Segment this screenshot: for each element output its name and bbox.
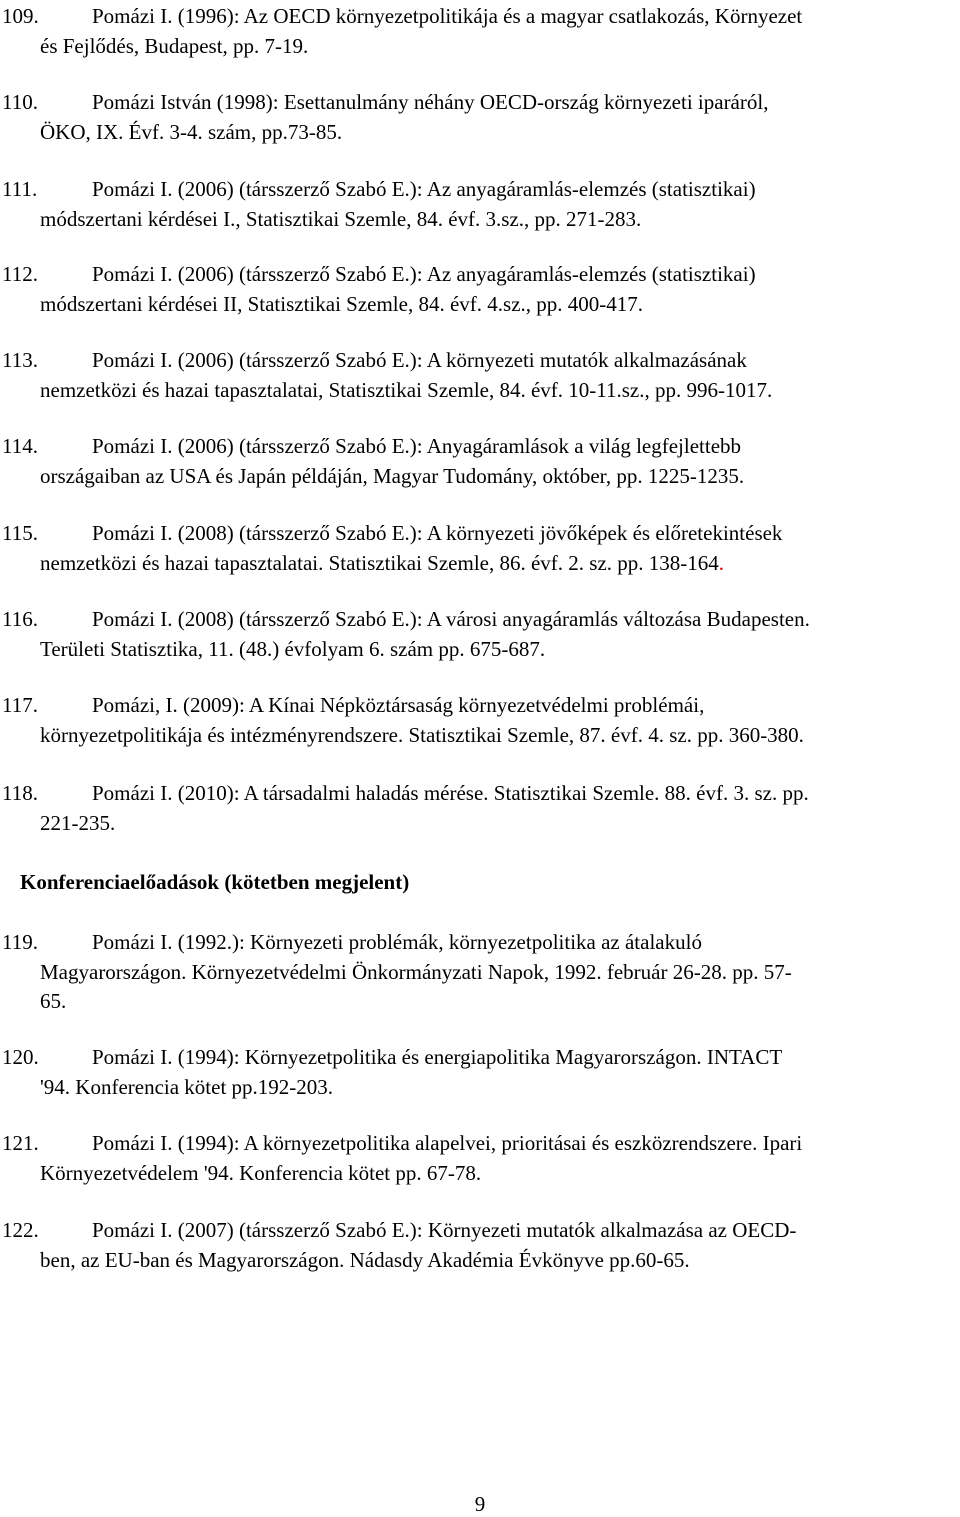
reference-number: 113. bbox=[2, 348, 38, 372]
reference-entry bbox=[0, 346, 960, 405]
reference-text-line: ben, az EU-ban és Magyarországon. Nádasdy Akadémia Évkönyve pp.60-65. bbox=[40, 1247, 690, 1272]
reference-text-line: Pomázi I. (2006) (társszerző Szabó E.): Az anyagáramlás-elemzés (statisztikai) bbox=[92, 262, 756, 286]
reference-text-line: országaiban az USA és Japán példáján, Magyar Tudomány, október, pp. 1225-1235. bbox=[40, 463, 745, 488]
reference-text-line: 221-235. bbox=[40, 810, 116, 835]
reference-text-line: Pomázi I. (1994): Környezetpolitika és energiapolitika Magyarországon. INTACT bbox=[92, 1045, 783, 1069]
reference-text-line: és Fejlődés, Budapest, pp. 7-19. bbox=[40, 33, 309, 58]
reference-text-line: módszertani kérdései I., Statisztikai Szemle, 84. évf. 3.sz., pp. 271-283. bbox=[40, 206, 642, 231]
reference-number: 115. bbox=[2, 521, 38, 545]
reference-number: 119. bbox=[2, 930, 38, 954]
reference-text-line: nemzetközi és hazai tapasztalatai. Statisztikai Szemle, 86. évf. 2. sz. pp. 138-164. bbox=[40, 550, 725, 575]
reference-entry bbox=[0, 432, 960, 491]
reference-number: 116. bbox=[2, 607, 38, 631]
reference-entry bbox=[0, 605, 960, 664]
reference-entry bbox=[0, 928, 960, 1017]
reference-text-line: Pomázi I. (2007) (társszerző Szabó E.): Környezeti mutatók alkalmazása az OECD- bbox=[92, 1218, 797, 1242]
reference-number: 120. bbox=[2, 1045, 39, 1069]
reference-text-line: 65. bbox=[40, 989, 67, 1013]
reference-text-line: '94. Konferencia kötet pp.192-203. bbox=[40, 1074, 334, 1099]
reference-entry bbox=[0, 88, 960, 147]
reference-text-line: módszertani kérdései II, Statisztikai Szemle, 84. évf. 4.sz., pp. 400-417. bbox=[40, 291, 644, 316]
reference-text-line: nemzetközi és hazai tapasztalatai, Statisztikai Szemle, 84. évf. 10-11.sz., pp. 996-1017. bbox=[40, 377, 773, 402]
reference-number: 111. bbox=[2, 177, 38, 201]
reference-entry bbox=[0, 691, 960, 750]
reference-text-line: Magyarországon. Környezetvédelmi Önkormányzati Napok, 1992. február 26-28. pp. 57- bbox=[40, 959, 792, 984]
reference-entry bbox=[0, 519, 960, 578]
reference-entry bbox=[0, 779, 960, 838]
reference-text-line: Pomázi I. (2006) (társszerző Szabó E.): Anyagáramlások a világ legfejlettebb bbox=[92, 434, 742, 458]
reference-number: 109. bbox=[2, 4, 39, 28]
reference-text-line: Pomázi I. (2006) (társszerző Szabó E.): Az anyagáramlás-elemzés (statisztikai) bbox=[92, 177, 756, 201]
reference-text-line: Pomázi I. (2010): A társadalmi haladás mérése. Statisztikai Szemle. 88. évf. 3. sz. pp. bbox=[92, 781, 809, 805]
reference-text-line: Pomázi I. (2006) (társszerző Szabó E.): A környezeti mutatók alkalmazásának bbox=[92, 348, 747, 372]
reference-entry bbox=[0, 260, 960, 319]
reference-number: 110. bbox=[2, 90, 38, 114]
reference-number: 112. bbox=[2, 262, 38, 286]
reference-text-line: Pomázi István (1998): Esettanulmány néhány OECD-ország környezeti iparáról, bbox=[92, 90, 769, 114]
reference-text-line: környezetpolitikája és intézményrendszere. Statisztikai Szemle, 87. évf. 4. sz. pp. 360-380. bbox=[40, 722, 804, 747]
reference-number: 117. bbox=[2, 693, 38, 717]
reference-text-line: Területi Statisztika, 11. (48.) évfolyam 6. szám pp. 675-687. bbox=[40, 636, 546, 661]
reference-number: 114. bbox=[2, 434, 38, 458]
trailing-period: . bbox=[718, 550, 725, 575]
reference-number: 118. bbox=[2, 781, 38, 805]
reference-text-line: Környezetvédelem '94. Konferencia kötet pp. 67-78. bbox=[40, 1160, 482, 1185]
reference-text-line: Pomázi, I. (2009): A Kínai Népköztársaság környezetvédelmi problémái, bbox=[92, 693, 705, 717]
reference-number: 122. bbox=[2, 1218, 39, 1242]
reference-text-line: Pomázi I. (1992.): Környezeti problémák, környezetpolitika az átalakuló bbox=[92, 930, 702, 954]
reference-number: 121. bbox=[2, 1131, 39, 1155]
reference-text-line: Pomázi I. (2008) (társszerző Szabó E.): A környezeti jövőképek és előretekintések bbox=[92, 521, 783, 545]
reference-entry bbox=[0, 1216, 960, 1275]
section-heading-conference: Konferenciaelőadások (kötetben megjelent) bbox=[20, 870, 410, 894]
reference-text-line: Pomázi I. (1994): A környezetpolitika alapelvei, prioritásai és eszközrendszere. Ipari bbox=[92, 1131, 803, 1155]
reference-entry bbox=[0, 2, 960, 61]
reference-text-line: Pomázi I. (2008) (társszerző Szabó E.): A városi anyagáramlás változása Budapesten. bbox=[92, 607, 810, 631]
page-number: 9 bbox=[474, 1492, 486, 1516]
reference-text-line: ÖKO, IX. Évf. 3-4. szám, pp.73-85. bbox=[40, 119, 343, 144]
reference-entry bbox=[0, 1043, 960, 1102]
reference-text-line: Pomázi I. (1996): Az OECD környezetpolitikája és a magyar csatlakozás, Környezet bbox=[92, 4, 803, 28]
reference-entry bbox=[0, 1129, 960, 1188]
reference-entry bbox=[0, 175, 960, 234]
